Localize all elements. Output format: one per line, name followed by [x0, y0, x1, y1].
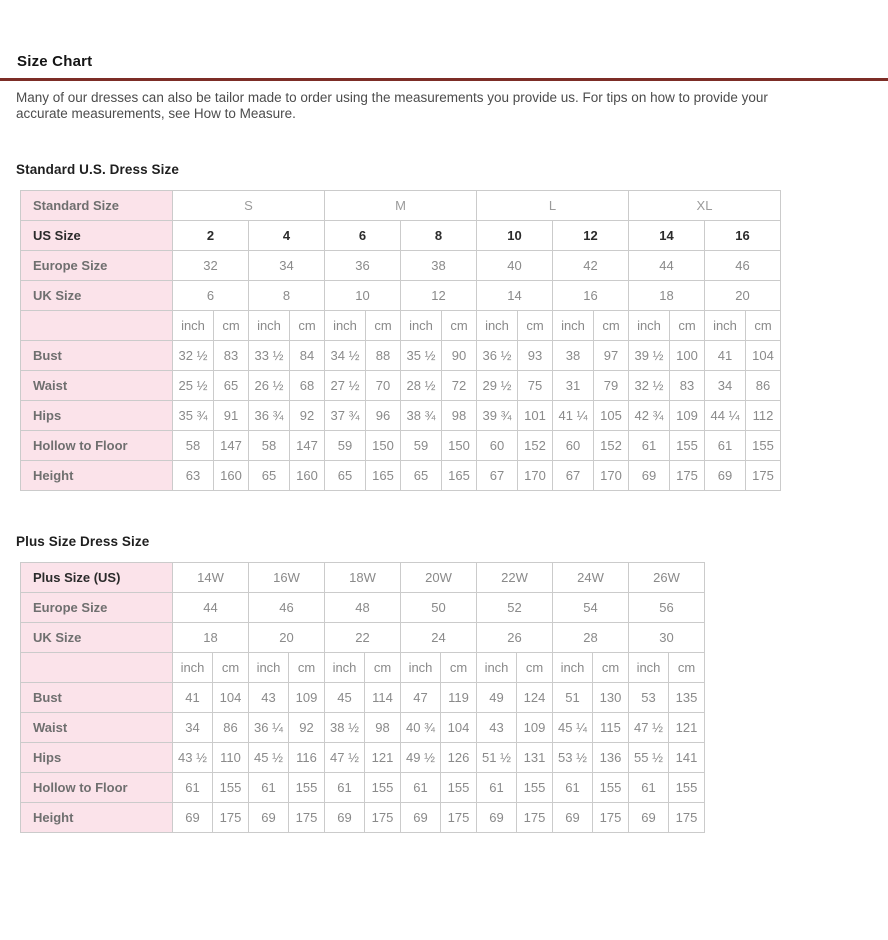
- size-cell: 14W: [173, 563, 249, 593]
- size-cell: 47: [401, 683, 441, 713]
- size-cell: 34: [249, 251, 325, 281]
- size-cell: 24W: [553, 563, 629, 593]
- size-cell: 42: [553, 251, 629, 281]
- table-row: [21, 713, 705, 743]
- size-cell: 65: [249, 461, 290, 491]
- size-cell: 100: [670, 341, 705, 371]
- size-cell: 38: [553, 341, 594, 371]
- size-cell: 2: [173, 221, 249, 251]
- size-cell: 92: [290, 401, 325, 431]
- size-cell: 61: [629, 431, 670, 461]
- size-cell: 8: [249, 281, 325, 311]
- size-cell: 131: [517, 743, 553, 773]
- table-row: [21, 431, 781, 461]
- row-label: Plus Size (US): [21, 563, 173, 593]
- size-cell: 52: [477, 593, 553, 623]
- size-cell: 34: [173, 713, 213, 743]
- size-cell: 96: [366, 401, 401, 431]
- row-label: [21, 653, 173, 683]
- size-cell: 61: [325, 773, 365, 803]
- size-cell: 48: [325, 593, 401, 623]
- size-cell: S: [173, 191, 325, 221]
- size-cell: 165: [442, 461, 477, 491]
- size-cell: 54: [553, 593, 629, 623]
- size-cell: 22W: [477, 563, 553, 593]
- size-cell: 155: [365, 773, 401, 803]
- row-label: Waist: [21, 371, 173, 401]
- size-cell: 47 ½: [325, 743, 365, 773]
- row-label: Waist: [21, 713, 173, 743]
- size-cell: 175: [213, 803, 249, 833]
- size-cell: 61: [401, 773, 441, 803]
- size-cell: 121: [365, 743, 401, 773]
- size-cell: 150: [366, 431, 401, 461]
- size-cell: 24: [401, 623, 477, 653]
- size-cell: 175: [289, 803, 325, 833]
- size-cell: inch: [401, 653, 441, 683]
- row-label: Hollow to Floor: [21, 431, 173, 461]
- size-cell: 152: [594, 431, 629, 461]
- size-cell: 141: [669, 743, 705, 773]
- size-cell: 165: [366, 461, 401, 491]
- size-cell: cm: [517, 653, 553, 683]
- table-row: [21, 743, 705, 773]
- intro-line-1: Many of our dresses can also be tailor made to order using the measurements you provide us. For tips on how to provide your: [16, 90, 768, 105]
- size-cell: inch: [553, 311, 594, 341]
- size-cell: 175: [670, 461, 705, 491]
- size-cell: inch: [477, 653, 517, 683]
- standard-size-heading: Standard U.S. Dress Size: [16, 162, 179, 177]
- size-cell: 155: [593, 773, 629, 803]
- size-cell: 16: [705, 221, 781, 251]
- size-cell: inch: [553, 653, 593, 683]
- size-cell: 114: [365, 683, 401, 713]
- row-label: Bust: [21, 683, 173, 713]
- size-cell: 18: [629, 281, 705, 311]
- size-cell: 170: [518, 461, 553, 491]
- size-cell: 152: [518, 431, 553, 461]
- size-cell: 38: [401, 251, 477, 281]
- size-cell: 155: [517, 773, 553, 803]
- size-cell: 45 ¼: [553, 713, 593, 743]
- table-row: [21, 221, 781, 251]
- size-cell: 35 ½: [401, 341, 442, 371]
- size-cell: 16W: [249, 563, 325, 593]
- size-cell: 61: [629, 773, 669, 803]
- size-cell: 45: [325, 683, 365, 713]
- size-cell: 51 ½: [477, 743, 517, 773]
- size-cell: 67: [477, 461, 518, 491]
- size-cell: cm: [214, 311, 249, 341]
- size-cell: 32: [173, 251, 249, 281]
- size-cell: 44 ¼: [705, 401, 746, 431]
- size-cell: 39 ½: [629, 341, 670, 371]
- size-cell: 130: [593, 683, 629, 713]
- size-cell: 6: [173, 281, 249, 311]
- size-cell: cm: [593, 653, 629, 683]
- size-cell: 68: [290, 371, 325, 401]
- row-label: Height: [21, 803, 173, 833]
- size-cell: 12: [401, 281, 477, 311]
- size-cell: 26 ½: [249, 371, 290, 401]
- size-cell: cm: [366, 311, 401, 341]
- size-cell: 61: [705, 431, 746, 461]
- table-row: [21, 341, 781, 371]
- size-cell: 136: [593, 743, 629, 773]
- size-cell: 86: [746, 371, 781, 401]
- size-cell: 121: [669, 713, 705, 743]
- table-row: [21, 401, 781, 431]
- size-cell: 98: [442, 401, 477, 431]
- size-cell: cm: [594, 311, 629, 341]
- size-cell: cm: [746, 311, 781, 341]
- size-cell: 160: [290, 461, 325, 491]
- row-label: Hips: [21, 743, 173, 773]
- size-cell: 35 ¾: [173, 401, 214, 431]
- size-cell: 41: [705, 341, 746, 371]
- size-cell: 56: [629, 593, 705, 623]
- size-cell: 175: [669, 803, 705, 833]
- size-cell: 36: [325, 251, 401, 281]
- intro-line-2: accurate measurements, see How to Measure.: [16, 106, 296, 121]
- table-row: [21, 311, 781, 341]
- size-cell: 53 ½: [553, 743, 593, 773]
- plus-size-table: [20, 562, 705, 833]
- row-label: Hollow to Floor: [21, 773, 173, 803]
- size-cell: cm: [442, 311, 477, 341]
- size-cell: 51: [553, 683, 593, 713]
- size-cell: XL: [629, 191, 781, 221]
- size-cell: 60: [477, 431, 518, 461]
- size-cell: 69: [705, 461, 746, 491]
- size-cell: 36 ½: [477, 341, 518, 371]
- plus-size-heading: Plus Size Dress Size: [16, 534, 150, 549]
- size-cell: 104: [441, 713, 477, 743]
- size-cell: 69: [477, 803, 517, 833]
- size-cell: 32 ½: [173, 341, 214, 371]
- table-row: [21, 653, 705, 683]
- size-cell: 116: [289, 743, 325, 773]
- size-cell: 42 ¾: [629, 401, 670, 431]
- size-cell: 84: [290, 341, 325, 371]
- size-cell: cm: [290, 311, 325, 341]
- size-cell: 40: [477, 251, 553, 281]
- size-cell: 104: [746, 341, 781, 371]
- size-cell: 32 ½: [629, 371, 670, 401]
- size-cell: 93: [518, 341, 553, 371]
- size-cell: cm: [289, 653, 325, 683]
- size-cell: 46: [249, 593, 325, 623]
- size-cell: 155: [670, 431, 705, 461]
- size-cell: inch: [629, 653, 669, 683]
- size-cell: 27 ½: [325, 371, 366, 401]
- size-cell: 43: [477, 713, 517, 743]
- size-cell: cm: [213, 653, 249, 683]
- size-cell: M: [325, 191, 477, 221]
- size-cell: 75: [518, 371, 553, 401]
- size-cell: 12: [553, 221, 629, 251]
- size-cell: 88: [366, 341, 401, 371]
- table-row: [21, 773, 705, 803]
- table-row: [21, 683, 705, 713]
- size-cell: 155: [289, 773, 325, 803]
- size-cell: inch: [173, 311, 214, 341]
- size-cell: 98: [365, 713, 401, 743]
- table-row: [21, 563, 705, 593]
- size-cell: 38 ½: [325, 713, 365, 743]
- size-cell: inch: [705, 311, 746, 341]
- size-cell: 4: [249, 221, 325, 251]
- table-row: [21, 251, 781, 281]
- size-cell: 38 ¾: [401, 401, 442, 431]
- size-cell: 175: [365, 803, 401, 833]
- size-cell: 34 ½: [325, 341, 366, 371]
- size-cell: 41 ¼: [553, 401, 594, 431]
- size-cell: 65: [401, 461, 442, 491]
- size-cell: 104: [213, 683, 249, 713]
- size-cell: L: [477, 191, 629, 221]
- row-label: Bust: [21, 341, 173, 371]
- size-cell: 124: [517, 683, 553, 713]
- size-cell: 175: [517, 803, 553, 833]
- size-cell: 30: [629, 623, 705, 653]
- size-cell: 18: [173, 623, 249, 653]
- size-cell: 40 ¾: [401, 713, 441, 743]
- size-cell: 69: [249, 803, 289, 833]
- size-cell: 69: [629, 803, 669, 833]
- table-row: [21, 371, 781, 401]
- size-cell: 91: [214, 401, 249, 431]
- size-cell: 175: [593, 803, 629, 833]
- row-label: [21, 311, 173, 341]
- row-label: Hips: [21, 401, 173, 431]
- size-cell: 49: [477, 683, 517, 713]
- size-cell: 53: [629, 683, 669, 713]
- size-cell: 175: [746, 461, 781, 491]
- table-row: [21, 281, 781, 311]
- size-cell: 155: [669, 773, 705, 803]
- size-cell: 22: [325, 623, 401, 653]
- size-cell: 26: [477, 623, 553, 653]
- size-cell: 147: [214, 431, 249, 461]
- size-cell: 150: [442, 431, 477, 461]
- size-cell: 14: [629, 221, 705, 251]
- row-label: UK Size: [21, 623, 173, 653]
- size-cell: 36 ¾: [249, 401, 290, 431]
- size-cell: 26W: [629, 563, 705, 593]
- size-cell: 90: [442, 341, 477, 371]
- table-row: [21, 593, 705, 623]
- size-cell: 6: [325, 221, 401, 251]
- size-cell: 44: [629, 251, 705, 281]
- size-cell: 61: [553, 773, 593, 803]
- size-cell: 46: [705, 251, 781, 281]
- size-cell: 41: [173, 683, 213, 713]
- size-cell: 28: [553, 623, 629, 653]
- row-label: US Size: [21, 221, 173, 251]
- size-cell: 43: [249, 683, 289, 713]
- size-cell: inch: [629, 311, 670, 341]
- size-cell: 70: [366, 371, 401, 401]
- size-cell: 175: [441, 803, 477, 833]
- size-cell: 20: [705, 281, 781, 311]
- page-title: Size Chart: [17, 53, 93, 70]
- size-cell: 155: [441, 773, 477, 803]
- size-cell: 170: [594, 461, 629, 491]
- size-cell: 34: [705, 371, 746, 401]
- size-cell: 63: [173, 461, 214, 491]
- size-cell: 65: [214, 371, 249, 401]
- size-cell: 97: [594, 341, 629, 371]
- size-cell: inch: [249, 653, 289, 683]
- row-label: UK Size: [21, 281, 173, 311]
- size-cell: 28 ½: [401, 371, 442, 401]
- size-cell: 61: [477, 773, 517, 803]
- size-cell: inch: [249, 311, 290, 341]
- size-cell: 20: [249, 623, 325, 653]
- size-cell: 109: [670, 401, 705, 431]
- table-row: [21, 191, 781, 221]
- size-cell: 31: [553, 371, 594, 401]
- size-cell: 155: [746, 431, 781, 461]
- size-cell: 14: [477, 281, 553, 311]
- size-cell: 10: [325, 281, 401, 311]
- size-cell: 79: [594, 371, 629, 401]
- row-label: Europe Size: [21, 251, 173, 281]
- size-cell: 59: [401, 431, 442, 461]
- size-cell: inch: [173, 653, 213, 683]
- size-cell: 101: [518, 401, 553, 431]
- size-cell: 86: [213, 713, 249, 743]
- size-cell: 55 ½: [629, 743, 669, 773]
- size-cell: 92: [289, 713, 325, 743]
- size-cell: 61: [173, 773, 213, 803]
- size-cell: 58: [173, 431, 214, 461]
- size-cell: 115: [593, 713, 629, 743]
- size-cell: 109: [289, 683, 325, 713]
- size-cell: 69: [553, 803, 593, 833]
- size-cell: cm: [669, 653, 705, 683]
- size-cell: 65: [325, 461, 366, 491]
- size-cell: 44: [173, 593, 249, 623]
- size-cell: cm: [365, 653, 401, 683]
- intro-text: [16, 90, 872, 122]
- table-row: [21, 623, 705, 653]
- size-cell: 69: [401, 803, 441, 833]
- size-cell: 110: [213, 743, 249, 773]
- size-cell: 45 ½: [249, 743, 289, 773]
- size-cell: 83: [670, 371, 705, 401]
- row-label: Height: [21, 461, 173, 491]
- size-cell: 61: [249, 773, 289, 803]
- size-cell: 126: [441, 743, 477, 773]
- size-cell: 37 ¾: [325, 401, 366, 431]
- size-cell: 155: [213, 773, 249, 803]
- size-cell: inch: [325, 311, 366, 341]
- row-label: Standard Size: [21, 191, 173, 221]
- size-cell: 160: [214, 461, 249, 491]
- size-cell: cm: [518, 311, 553, 341]
- size-cell: 112: [746, 401, 781, 431]
- standard-size-table: [20, 190, 781, 491]
- size-cell: 135: [669, 683, 705, 713]
- size-cell: 29 ½: [477, 371, 518, 401]
- row-label: Europe Size: [21, 593, 173, 623]
- size-cell: 8: [401, 221, 477, 251]
- title-divider: [0, 78, 888, 81]
- table-row: [21, 803, 705, 833]
- size-cell: 39 ¾: [477, 401, 518, 431]
- size-cell: 72: [442, 371, 477, 401]
- size-cell: 119: [441, 683, 477, 713]
- size-cell: 109: [517, 713, 553, 743]
- size-cell: 50: [401, 593, 477, 623]
- size-cell: 25 ½: [173, 371, 214, 401]
- size-cell: 36 ¼: [249, 713, 289, 743]
- size-cell: 18W: [325, 563, 401, 593]
- size-cell: 69: [325, 803, 365, 833]
- size-cell: 59: [325, 431, 366, 461]
- size-cell: 43 ½: [173, 743, 213, 773]
- size-cell: 33 ½: [249, 341, 290, 371]
- size-cell: 60: [553, 431, 594, 461]
- size-cell: inch: [401, 311, 442, 341]
- size-cell: 16: [553, 281, 629, 311]
- size-cell: 47 ½: [629, 713, 669, 743]
- size-cell: inch: [325, 653, 365, 683]
- table-row: [21, 461, 781, 491]
- size-cell: 67: [553, 461, 594, 491]
- size-cell: 69: [173, 803, 213, 833]
- size-cell: 147: [290, 431, 325, 461]
- size-cell: inch: [477, 311, 518, 341]
- size-cell: 83: [214, 341, 249, 371]
- size-cell: cm: [670, 311, 705, 341]
- size-cell: 49 ½: [401, 743, 441, 773]
- size-chart-page: [0, 52, 888, 833]
- size-cell: 105: [594, 401, 629, 431]
- size-cell: cm: [441, 653, 477, 683]
- size-cell: 20W: [401, 563, 477, 593]
- size-cell: 58: [249, 431, 290, 461]
- size-cell: 10: [477, 221, 553, 251]
- size-cell: 69: [629, 461, 670, 491]
